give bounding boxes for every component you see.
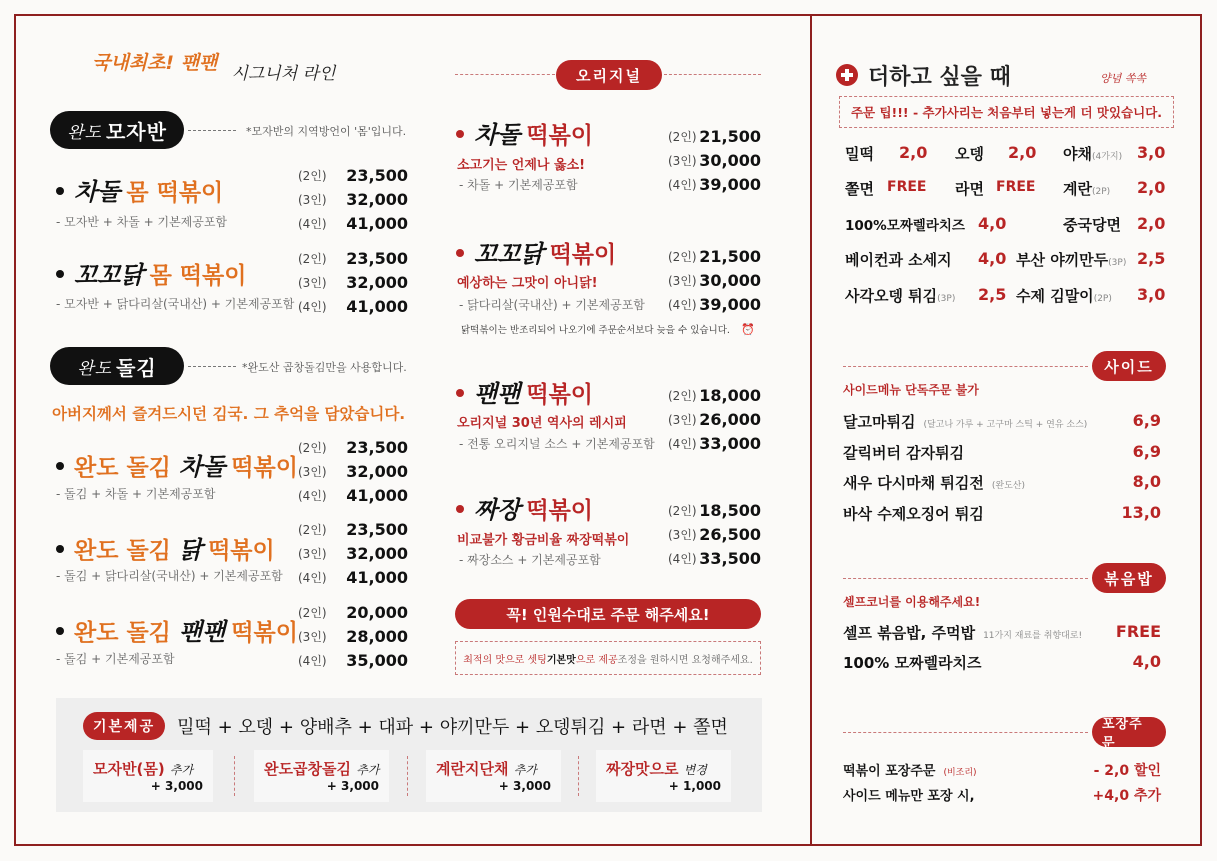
menu-item-title[interactable] bbox=[456, 234, 616, 269]
portion: (2인) bbox=[668, 503, 697, 518]
portion: (2인) bbox=[668, 249, 697, 264]
basic-included-box bbox=[56, 698, 762, 812]
side-price: 6,9 bbox=[1132, 411, 1161, 430]
addon-option[interactable] bbox=[254, 750, 389, 802]
takeout-item[interactable] bbox=[843, 785, 975, 804]
extra-name: 부산 야끼만두 bbox=[1016, 251, 1109, 269]
headline-second: 시그니처 라인 bbox=[231, 64, 336, 84]
price-list bbox=[668, 244, 761, 316]
extra-item[interactable] bbox=[1016, 249, 1126, 270]
item-tagline: 오리지널 30년 역사의 레시피 bbox=[457, 416, 627, 431]
addon-option[interactable] bbox=[426, 750, 561, 802]
portion: (3인) bbox=[668, 412, 697, 427]
price: 21,500 bbox=[699, 246, 761, 266]
extra-item[interactable] bbox=[845, 249, 952, 270]
addon-suffix: 추가 bbox=[513, 763, 537, 777]
menu-item-title[interactable] bbox=[56, 255, 246, 290]
extra-name: 사각오뎅 튀김 bbox=[845, 287, 938, 305]
price: 23,500 bbox=[346, 437, 408, 457]
addon-price: + 3,000 bbox=[150, 779, 203, 793]
extra-item[interactable] bbox=[845, 143, 874, 164]
extra-item[interactable] bbox=[845, 285, 955, 306]
item-name: 떡볶이 bbox=[526, 382, 594, 408]
badge-script: 완도 bbox=[77, 358, 113, 379]
dolgim-tagline: 아버지께서 즐겨드시던 김국. 그 추억을 담았습니다. bbox=[52, 405, 406, 423]
portion: (4인) bbox=[668, 551, 697, 566]
addon-suffix: 추가 bbox=[169, 763, 194, 777]
chicken-wait-note bbox=[461, 322, 755, 336]
wait-note-text: 닭떡볶이는 반조리되어 나오기에 주문순서보다 늦을 수 있습니다. bbox=[461, 325, 730, 336]
extra-note: (2P) bbox=[1091, 187, 1111, 197]
extra-note: (3P) bbox=[1108, 258, 1127, 268]
fried-rice-name: 100% 모짜렐라치즈 bbox=[843, 654, 982, 672]
addon-price: + 1,000 bbox=[668, 779, 721, 793]
plus-icon bbox=[836, 64, 858, 86]
extra-item[interactable] bbox=[845, 178, 874, 199]
portion: (3인) bbox=[298, 546, 327, 561]
price: 20,000 bbox=[346, 602, 408, 622]
menu-item-title[interactable] bbox=[56, 172, 223, 207]
order-notice-bar: 꼭! 인원수대로 주문 해주세요! bbox=[455, 599, 761, 629]
extra-name: 계란 bbox=[1063, 180, 1092, 198]
side-name: 새우 다시마채 튀김전 bbox=[843, 474, 984, 492]
item-desc: - 전통 오리지널 소스 + 기본제공포함 bbox=[459, 437, 655, 451]
column-divider bbox=[810, 14, 812, 846]
price: 41,000 bbox=[346, 213, 408, 233]
item-desc: - 돌김 + 닭다리살(국내산) + 기본제공포함 bbox=[56, 569, 283, 583]
portion: (4인) bbox=[298, 570, 327, 585]
extra-note: (2P) bbox=[1093, 294, 1112, 304]
basic-list: 밀떡 + 오뎅 + 양배추 + 대파 + 야끼만두 + 오뎅튀김 + 라면 + 쫄면 bbox=[177, 717, 728, 738]
taste-note-a: 최적의 맛으로 셋팅 bbox=[463, 654, 547, 666]
extra-price: 2,0 bbox=[899, 143, 928, 162]
dash-divider bbox=[843, 366, 1088, 367]
price: 18,000 bbox=[699, 385, 761, 405]
extra-price: 3,0 bbox=[1137, 143, 1166, 162]
portion: (3인) bbox=[298, 464, 327, 479]
side-price: 13,0 bbox=[1121, 503, 1161, 522]
item-script: 차돌 bbox=[178, 453, 226, 481]
item-desc: - 모자반 + 차돌 + 기본제공포함 bbox=[56, 215, 228, 229]
portion: (2인) bbox=[668, 129, 697, 144]
extra-item[interactable] bbox=[845, 214, 965, 234]
extra-item[interactable] bbox=[955, 178, 984, 199]
menu-item-title[interactable] bbox=[56, 447, 298, 482]
side-item[interactable] bbox=[843, 472, 1025, 493]
extra-item[interactable] bbox=[1063, 214, 1121, 235]
extras-subtitle: 양념 쏙쏙 bbox=[1100, 72, 1147, 85]
item-tagline: 예상하는 그맛이 아니닭! bbox=[457, 276, 598, 291]
takeout-price: - 2,0 할인 bbox=[1093, 763, 1161, 779]
addon-name: 짜장맛으로 bbox=[606, 760, 679, 778]
item-script: 꼬꼬닭 bbox=[74, 261, 144, 289]
mojaban-note: *모자반의 지역방언이 '몸'입니다. bbox=[246, 125, 407, 138]
item-script: 차돌 bbox=[74, 178, 121, 206]
item-script: 닭 bbox=[178, 536, 203, 564]
portion: (4인) bbox=[298, 488, 327, 503]
item-name: 몸 떡볶이 bbox=[149, 263, 247, 289]
extra-name: 베이컨과 소세지 bbox=[845, 251, 952, 269]
fried-rice-note: 셀프코너를 이용해주세요! bbox=[843, 595, 981, 609]
portion: (4인) bbox=[668, 436, 697, 451]
extra-price: 4,0 bbox=[978, 214, 1007, 233]
portion: (4인) bbox=[668, 177, 697, 192]
bullet-icon bbox=[56, 462, 64, 470]
side-name: 바삭 수제오징어 튀김 bbox=[843, 505, 984, 523]
dolgim-badge bbox=[50, 347, 184, 385]
side-item[interactable] bbox=[843, 411, 1087, 432]
price-list bbox=[298, 435, 408, 507]
fried-rice-item[interactable] bbox=[843, 622, 1082, 643]
item-script: 팬팬 bbox=[178, 618, 226, 646]
portion: (3인) bbox=[668, 153, 697, 168]
badge-text: 모자반 bbox=[105, 119, 167, 144]
extra-name: 중국당면 bbox=[1063, 216, 1121, 234]
item-name: 떡볶이 bbox=[208, 538, 275, 564]
extra-note: (4가지) bbox=[1091, 152, 1123, 162]
order-tip-box: 주문 팁!!! - 추가사리는 처음부터 넣는게 더 맛있습니다. bbox=[839, 96, 1174, 128]
taste-note-d: 조정을 원하시면 요청해주세요. bbox=[617, 654, 753, 666]
price-list bbox=[298, 163, 408, 235]
addon-name: 계란지단채 bbox=[436, 760, 509, 778]
item-name: 떡볶이 bbox=[526, 123, 594, 149]
bullet-icon bbox=[456, 130, 464, 138]
extra-item[interactable] bbox=[1063, 178, 1110, 199]
bullet-icon bbox=[456, 505, 464, 513]
price: 23,500 bbox=[346, 519, 408, 539]
extra-item[interactable] bbox=[955, 143, 984, 164]
extra-name: 야채 bbox=[1063, 145, 1092, 163]
takeout-name: 사이드 메뉴만 포장 시, bbox=[843, 789, 975, 804]
price: 41,000 bbox=[346, 567, 408, 587]
addon-option[interactable] bbox=[83, 750, 213, 802]
menu-item-title[interactable] bbox=[456, 490, 593, 525]
dash-divider bbox=[664, 74, 761, 75]
item-tagline: 비교불가 황금비율 짜장떡볶이 bbox=[457, 533, 630, 548]
side-note: 사이드메뉴 단독주문 불가 bbox=[843, 383, 979, 397]
bullet-icon bbox=[456, 389, 464, 397]
taste-note-c: 으로 제공 bbox=[575, 654, 618, 666]
takeout-name: 떡볶이 포장주문 bbox=[843, 764, 936, 779]
price: 32,000 bbox=[346, 461, 408, 481]
basic-badge: 기본제공 bbox=[83, 712, 165, 740]
portion: (2인) bbox=[668, 388, 697, 403]
portion: (3인) bbox=[668, 273, 697, 288]
item-tagline: 소고기는 언제나 옳소! bbox=[457, 158, 586, 173]
portion: (4인) bbox=[668, 297, 697, 312]
item-prefix: 완도 돌김 bbox=[74, 538, 171, 564]
item-script: 꼬꼬닭 bbox=[474, 240, 544, 268]
bullet-icon bbox=[456, 249, 464, 257]
price: 33,000 bbox=[699, 433, 761, 453]
portion: (4인) bbox=[298, 299, 327, 314]
addon-price: + 3,000 bbox=[326, 779, 379, 793]
item-desc: - 닭다리살(국내산) + 기본제공포함 bbox=[459, 298, 645, 312]
menu-item-title[interactable] bbox=[56, 530, 275, 565]
timer-icon: ⏰ bbox=[740, 323, 755, 336]
menu-item-title[interactable] bbox=[456, 374, 593, 409]
addon-suffix: 추가 bbox=[356, 763, 380, 777]
price: 28,000 bbox=[346, 626, 408, 646]
addon-name: 모자반(몸) bbox=[93, 760, 165, 778]
price: 26,500 bbox=[699, 524, 761, 544]
extra-price: FREE bbox=[996, 179, 1036, 195]
side-price: 6,9 bbox=[1132, 442, 1161, 461]
portion: (4인) bbox=[298, 653, 327, 668]
extras-title: 더하고 싶을 때 bbox=[868, 65, 1011, 90]
item-script: 차돌 bbox=[474, 121, 521, 149]
taste-note-box bbox=[455, 641, 761, 675]
price: 41,000 bbox=[346, 485, 408, 505]
badge-text: 돌김 bbox=[116, 355, 157, 380]
extra-name: 오뎅 bbox=[955, 145, 984, 163]
addon-option[interactable] bbox=[596, 750, 731, 802]
dash-divider bbox=[843, 578, 1088, 579]
dash-divider bbox=[188, 366, 236, 367]
dolgim-note: *완도산 곱창돌김만을 사용합니다. bbox=[242, 361, 407, 374]
portion: (2인) bbox=[298, 251, 327, 266]
item-name: 떡볶이 bbox=[231, 620, 298, 646]
bullet-icon bbox=[56, 627, 64, 635]
takeout-note: (비조리) bbox=[943, 768, 977, 778]
item-name: 몸 떡볶이 bbox=[126, 180, 224, 206]
portion: (2인) bbox=[298, 168, 327, 183]
price: 30,000 bbox=[699, 150, 761, 170]
fried-rice-badge: 볶음밥 bbox=[1092, 563, 1166, 593]
price-list bbox=[298, 246, 408, 318]
takeout-price: +4,0 추가 bbox=[1092, 788, 1161, 804]
item-name: 떡볶이 bbox=[526, 498, 594, 524]
side-name: 달고마튀김 bbox=[843, 413, 916, 431]
mojaban-badge bbox=[50, 111, 184, 149]
fried-rice-price: 4,0 bbox=[1132, 652, 1161, 671]
portion: (2인) bbox=[298, 440, 327, 455]
extra-item[interactable] bbox=[1016, 285, 1112, 306]
price: 26,000 bbox=[699, 409, 761, 429]
addon-suffix: 변경 bbox=[683, 763, 707, 777]
headline-first: 국내최초! 팬팬 bbox=[92, 52, 218, 74]
price: 41,000 bbox=[346, 296, 408, 316]
menu-item-title[interactable] bbox=[456, 115, 593, 150]
item-desc: - 모자반 + 닭다리살(국내산) + 기본제공포함 bbox=[56, 297, 295, 311]
takeout-badge: 포장주문 bbox=[1092, 717, 1166, 747]
side-price: 8,0 bbox=[1132, 472, 1161, 491]
basic-header bbox=[83, 712, 728, 740]
extra-price: 2,0 bbox=[1008, 143, 1037, 162]
item-desc: - 돌김 + 차돌 + 기본제공포함 bbox=[56, 487, 216, 501]
takeout-item[interactable] bbox=[843, 760, 977, 779]
dash-divider bbox=[455, 74, 555, 75]
fried-rice-price: FREE bbox=[1115, 622, 1161, 641]
price-list bbox=[668, 498, 761, 570]
extra-item[interactable] bbox=[1063, 143, 1122, 164]
price: 23,500 bbox=[346, 248, 408, 268]
item-prefix: 완도 돌김 bbox=[74, 455, 171, 481]
side-name: 갈릭버터 감자튀김 bbox=[843, 444, 965, 462]
item-script: 팬팬 bbox=[474, 380, 521, 408]
item-desc: - 돌김 + 기본제공포함 bbox=[56, 652, 175, 666]
extra-price: 2,5 bbox=[978, 285, 1007, 304]
extra-price: 3,0 bbox=[1137, 285, 1166, 304]
extra-price: 2,0 bbox=[1137, 214, 1166, 233]
item-script: 짜장 bbox=[474, 496, 521, 524]
price: 30,000 bbox=[699, 270, 761, 290]
portion: (3인) bbox=[668, 527, 697, 542]
side-note-detail: (달고나 가루 + 고구마 스틱 + 연유 소스) bbox=[923, 420, 1088, 430]
price: 39,000 bbox=[699, 174, 761, 194]
extra-name: 밀떡 bbox=[845, 145, 874, 163]
dash-divider bbox=[188, 130, 236, 131]
extra-price: 4,0 bbox=[978, 249, 1007, 268]
dash-separator bbox=[407, 756, 408, 796]
extra-name: 라면 bbox=[955, 180, 984, 198]
price: 33,500 bbox=[699, 548, 761, 568]
price: 18,500 bbox=[699, 500, 761, 520]
side-badge: 사이드 bbox=[1092, 351, 1166, 381]
addon-price: + 3,000 bbox=[498, 779, 551, 793]
extra-name: 100%모짜렐라치즈 bbox=[845, 218, 965, 234]
extra-name: 수제 김말이 bbox=[1016, 287, 1094, 305]
side-item[interactable] bbox=[843, 503, 984, 524]
side-note-detail: (완도산) bbox=[991, 481, 1025, 491]
dash-separator bbox=[234, 756, 235, 796]
bullet-icon bbox=[56, 545, 64, 553]
menu-item-title[interactable] bbox=[56, 612, 298, 647]
bullet-icon bbox=[56, 187, 64, 195]
portion: (2인) bbox=[298, 522, 327, 537]
portion: (4인) bbox=[298, 216, 327, 231]
taste-note-b: 기본맛 bbox=[546, 654, 576, 666]
item-desc: - 짜장소스 + 기본제공포함 bbox=[459, 553, 601, 567]
extra-price: 2,0 bbox=[1137, 178, 1166, 197]
price: 39,000 bbox=[699, 294, 761, 314]
badge-script: 완도 bbox=[67, 122, 102, 143]
extra-note: (3P) bbox=[937, 294, 956, 304]
item-name: 떡볶이 bbox=[549, 242, 617, 268]
item-prefix: 완도 돌김 bbox=[74, 620, 171, 646]
price: 32,000 bbox=[346, 543, 408, 563]
price: 35,000 bbox=[346, 650, 408, 670]
price: 32,000 bbox=[346, 272, 408, 292]
extra-name: 쫄면 bbox=[845, 180, 874, 198]
price-list bbox=[298, 600, 408, 672]
price: 21,500 bbox=[699, 126, 761, 146]
dash-separator bbox=[578, 756, 579, 796]
extra-price: 2,5 bbox=[1137, 249, 1166, 268]
price: 32,000 bbox=[346, 189, 408, 209]
price-list bbox=[668, 124, 761, 196]
price: 23,500 bbox=[346, 165, 408, 185]
portion: (3인) bbox=[298, 192, 327, 207]
price-list bbox=[668, 383, 761, 455]
side-item[interactable] bbox=[843, 442, 964, 463]
fried-rice-item[interactable] bbox=[843, 652, 982, 673]
item-name: 떡볶이 bbox=[231, 455, 298, 481]
fried-rice-name: 셀프 볶음밥, 주먹밥 bbox=[843, 624, 976, 642]
bullet-icon bbox=[56, 270, 64, 278]
portion: (3인) bbox=[298, 275, 327, 290]
extra-price: FREE bbox=[887, 179, 927, 195]
dash-divider bbox=[843, 732, 1088, 733]
original-badge: 오리지널 bbox=[556, 60, 662, 90]
price-list bbox=[298, 517, 408, 589]
portion: (2인) bbox=[298, 605, 327, 620]
signature-headline bbox=[92, 48, 336, 84]
portion: (3인) bbox=[298, 629, 327, 644]
addon-name: 완도곱창돌김 bbox=[264, 760, 351, 778]
fried-rice-detail: 11가지 재료를 취향대로! bbox=[983, 631, 1083, 641]
item-desc: - 차돌 + 기본제공포함 bbox=[459, 178, 578, 192]
